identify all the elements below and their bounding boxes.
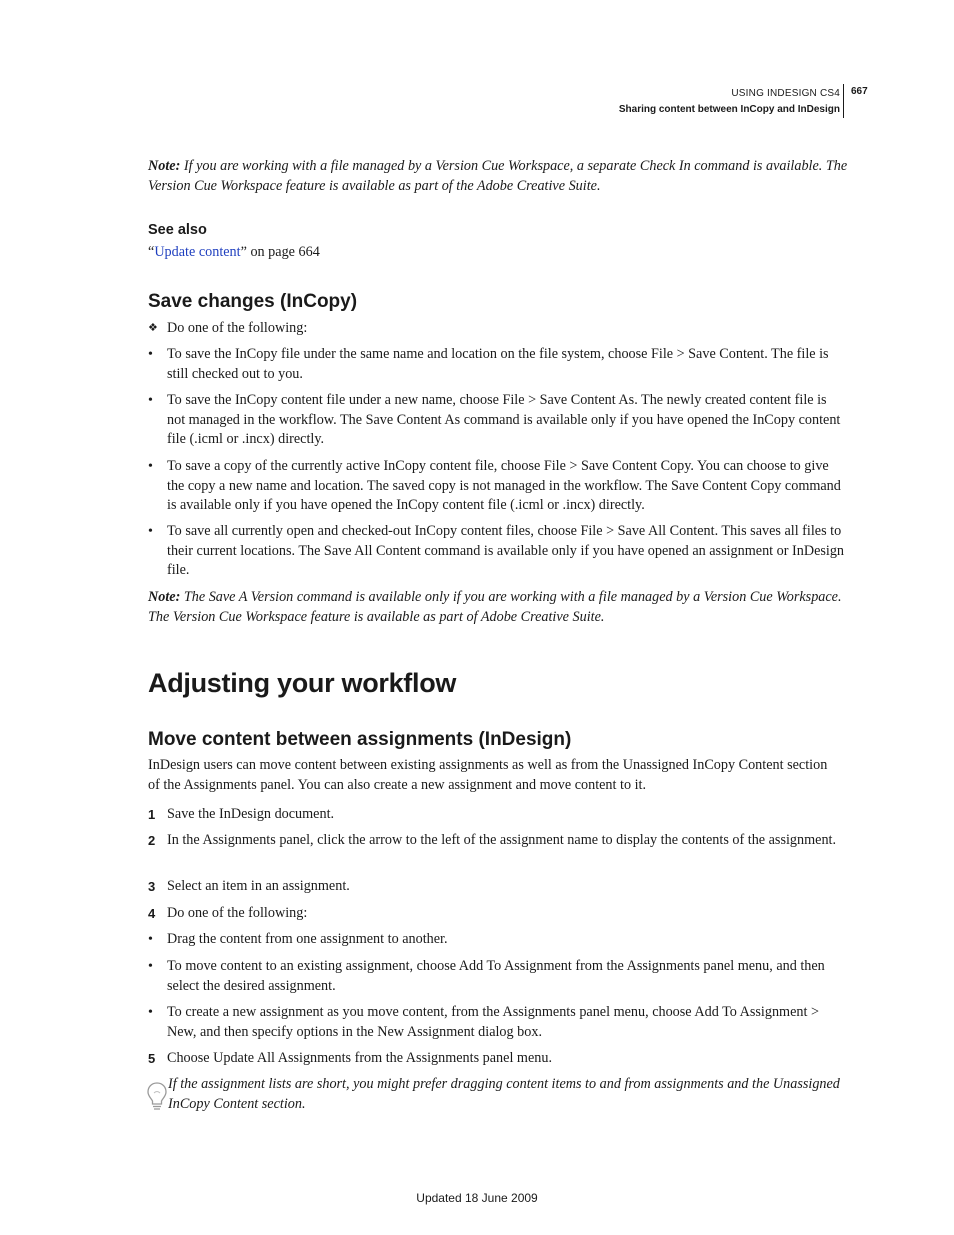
list-item: To save a copy of the currently active InCopy content file, choose File > Save Content Copy. You can choose to give the copy a new name and location. The saved copy is not managed in the workflow. The Save Content Copy command is available only if you have opened the InCopy content file (.icml or .incx) directly. (167, 458, 841, 514)
step-text: Select an item in an assignment. (167, 878, 350, 894)
list-item: To save the InCopy file under the same name and location on the file system, choose File > Save Content. The file is still checked out to you. (167, 346, 829, 382)
step-number: 2 (148, 833, 156, 848)
step-text: Do one of the following: (167, 320, 308, 336)
step-text: Save the InDesign document. (167, 806, 335, 822)
footer-updated-date: Updated 18 June 2009 (416, 1191, 538, 1205)
step-text: In the Assignments panel, click the arrow to the left of the assignment name to display the contents of the assignment. (167, 832, 837, 848)
step-number: 1 (148, 807, 156, 822)
bullet: • (148, 1005, 153, 1020)
step-text: Do one of the following: (167, 905, 308, 921)
bullet: • (148, 393, 153, 408)
step-diamond-icon: ❖ (148, 322, 158, 334)
see-also-reference (148, 243, 320, 263)
bullet: • (148, 347, 153, 362)
main-heading: Adjusting your workflow (148, 668, 457, 698)
note-label: Note: (148, 589, 181, 605)
update-content-link[interactable]: Update content (154, 244, 241, 260)
open-quote: “ (148, 244, 155, 260)
note-text: If you are working with a file managed by a Version Cue Workspace, a separate Check In command is available. The Version Cue Workspace feature is available as part of the Adobe Creative Suite. (148, 158, 848, 194)
note-label: Note: (148, 158, 181, 174)
page-reference: ” on page 664 (240, 244, 320, 260)
list-item: To save the InCopy content file under a new name, choose File > Save Content As. The newly created content file is not managed in the workflow. The Save Content As command is available only if you have opened the InCopy content file (.icml or .incx) directly. (167, 392, 841, 448)
bullet: • (148, 459, 153, 474)
note-save-a-version (148, 588, 848, 627)
list-item: Drag the content from one assignment to another. (167, 931, 448, 947)
bullet: • (148, 524, 153, 539)
move-content-intro: InDesign users can move content between existing assignments as well as from the Unassigned InCopy Content section of the Assignments panel. You can also create a new assignment and move content to it. (148, 757, 828, 793)
list-item: To save all currently open and checked-out InCopy content files, choose File > Save All Content. This saves all files to their current locations. The Save All Content command is available only if you have opened an assignment or InDesign file. (167, 523, 845, 579)
lightbulb-tip-icon (146, 1081, 168, 1113)
bullet: • (148, 959, 153, 974)
see-also-heading: See also (148, 222, 207, 238)
note-version-cue-check-in (148, 157, 848, 196)
list-item: To move content to an existing assignment, choose Add To Assignment from the Assignments panel menu, and then select the desired assignment. (167, 958, 825, 994)
step-text: Choose Update All Assignments from the Assignments panel menu. (167, 1050, 553, 1066)
step-number: 5 (148, 1051, 156, 1066)
page-number: 667 (851, 86, 868, 97)
step-number: 4 (148, 906, 156, 921)
book-title: USING INDESIGN CS4 (731, 88, 840, 99)
tip-text: If the assignment lists are short, you might prefer dragging content items to and from assignments and the Unassigned InCopy Content section. (168, 1076, 840, 1112)
move-content-heading: Move content between assignments (InDesign) (148, 729, 572, 750)
bullet: • (148, 932, 153, 947)
list-item: To create a new assignment as you move content, from the Assignments panel menu, choose Add To Assignment > New, and then specify options in the New Assignment dialog box. (167, 1004, 819, 1040)
note-text: The Save A Version command is available only if you are working with a file managed by a Version Cue Workspace. The Version Cue Workspace feature is available as part of Adobe Creative Suite. (148, 589, 842, 625)
save-changes-heading: Save changes (InCopy) (148, 291, 358, 312)
step-number: 3 (148, 879, 156, 894)
header-divider (843, 84, 844, 118)
section-title: Sharing content between InCopy and InDesign (618, 104, 840, 115)
